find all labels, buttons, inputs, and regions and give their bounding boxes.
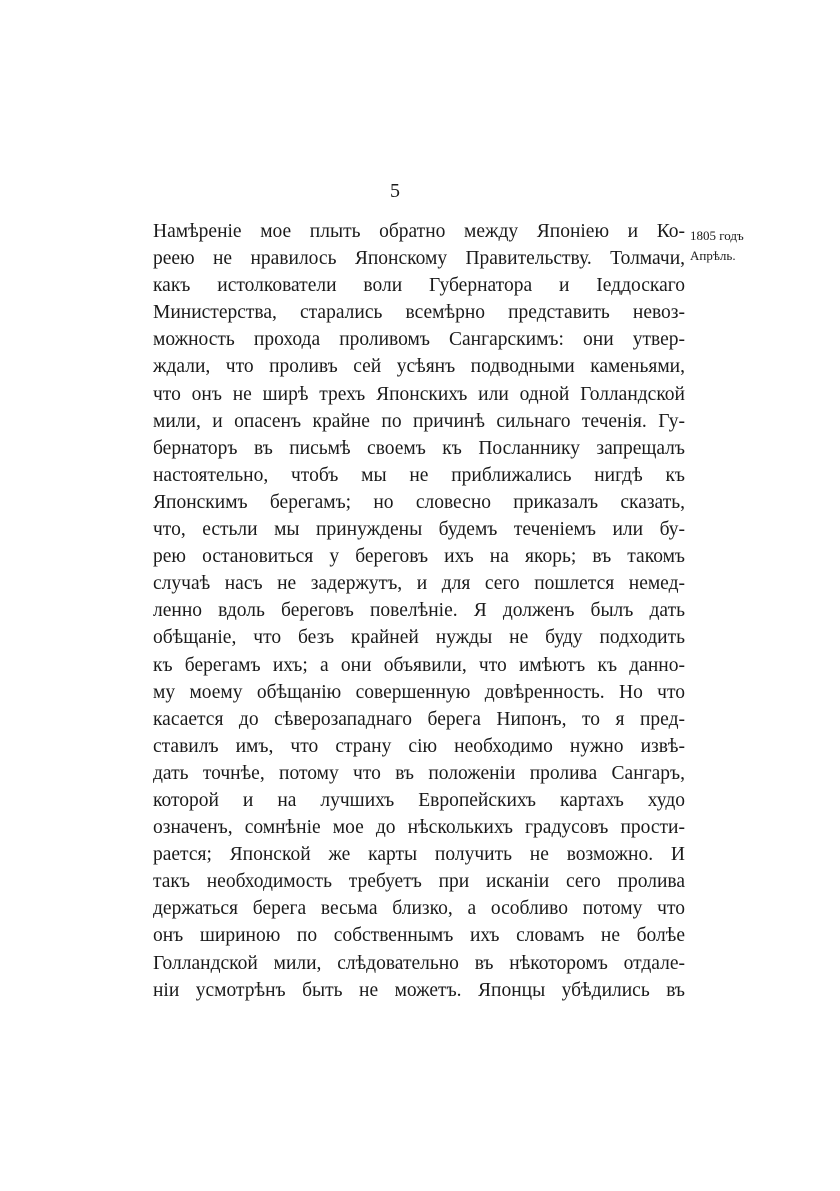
text-line: обѣщаніе, что безъ крайней нужды не буду подходить [153, 627, 685, 649]
text-line: касается до сѣверозападнаго берега Нипонъ, то я пред- [153, 708, 685, 730]
text-line: рается; Японской же карты получить не возможно. И [153, 844, 685, 866]
text-line: Голландской мили, слѣдовательно въ нѣкоторомъ отдале- [153, 952, 685, 974]
text-line: можность прохода проливомъ Сангарскимъ: они утвер- [153, 329, 685, 351]
text-line: бернаторъ въ письмѣ своемъ къ Посланнику запрещалъ [153, 437, 685, 459]
text-line: рею остановиться у береговъ ихъ на якорь; въ такомъ [153, 546, 685, 568]
body-text [153, 218, 685, 1004]
text-line: случаѣ насъ не задержутъ, и для сего пошлется немед- [153, 573, 685, 595]
text-line: означенъ, сомнѣніе мое до нѣсколькихъ градусовъ прости- [153, 817, 685, 839]
margin-note [690, 226, 800, 266]
text-line: ленно вдоль береговъ повелѣніе. Я долженъ былъ дать [153, 600, 685, 622]
text-line: къ берегамъ ихъ; а они объявили, что имѣютъ къ данно- [153, 654, 685, 676]
text-line: которой и на лучшихъ Европейскихъ картахъ худо [153, 789, 685, 811]
text-line: какъ истолкователи воли Губернатора и Іеддоскаго [153, 275, 685, 297]
text-line: дать точнѣе, потому что въ положеніи пролива Сангаръ, [153, 762, 685, 784]
text-line: реею не нравилось Японскому Правительству. Толмачи, [153, 248, 685, 270]
text-line: такъ необходимость требуетъ при исканіи сего пролива [153, 871, 685, 893]
text-line: держаться берега весьма близко, а особливо потому что [153, 898, 685, 920]
text-line: Министерства, старались всемѣрно представить невоз- [153, 302, 685, 324]
margin-note-month: Апрѣль. [690, 248, 736, 263]
text-line: му моему обѣщанію совершенную довѣренность. Но что [153, 681, 685, 703]
text-line: онъ шириною по собственнымъ ихъ словамъ не болѣе [153, 925, 685, 947]
text-line: ждали, что проливъ сей усѣянъ подводными каменьями, [153, 356, 685, 378]
margin-note-year: 1805 годъ [690, 228, 744, 243]
text-line: что, естьли мы принуждены будемъ теченіемъ или бу- [153, 519, 685, 541]
text-line: Намѣреніе мое плыть обратно между Японіею и Ко- [153, 221, 685, 242]
text-line: мили, и опасенъ крайне по причинѣ сильнаго теченія. Гу- [153, 410, 685, 432]
text-line: ніи усмотрѣнъ быть не можетъ. Японцы убѣдились въ [153, 979, 685, 1001]
text-line: настоятельно, чтобъ мы не приближались нигдѣ къ [153, 464, 685, 486]
text-line: Японскимъ берегамъ; но словесно приказалъ сказать, [153, 491, 685, 513]
text-line: ставилъ имъ, что страну сію необходимо нужно извѣ- [153, 735, 685, 757]
text-line: что онъ не ширѣ трехъ Японскихъ или одной Голландской [153, 383, 685, 405]
page-number: 5 [390, 180, 400, 202]
